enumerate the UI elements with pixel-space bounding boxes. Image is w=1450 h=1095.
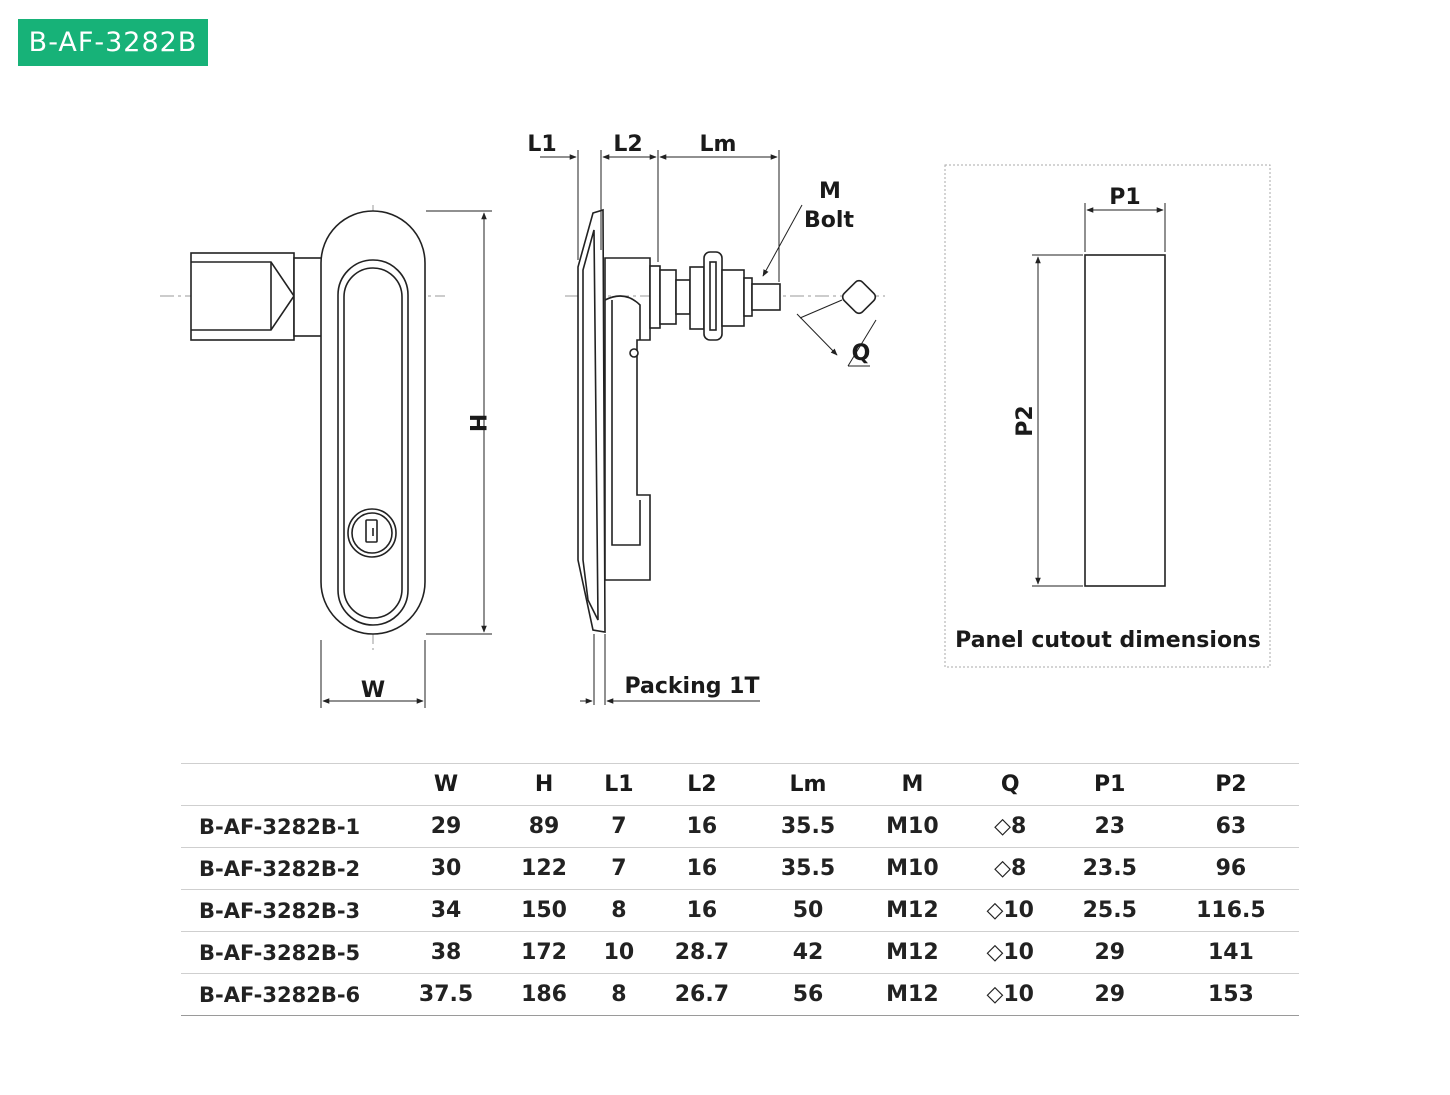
spec-table (181, 763, 1299, 1016)
p1-label: P1 (1109, 185, 1141, 210)
model-cell: B-AF-3282B-5 (181, 932, 393, 974)
model-cell: B-AF-3282B-1 (181, 806, 393, 848)
table-cell: 35.5 (755, 806, 861, 848)
l1-label: L1 (527, 132, 557, 157)
table-header-cell: L1 (589, 764, 649, 806)
table-cell: 25.5 (1057, 890, 1163, 932)
table-cell: 30 (393, 848, 499, 890)
table-header-cell: Q (964, 764, 1057, 806)
table-cell: 26.7 (649, 974, 755, 1016)
table-header-cell: Lm (755, 764, 861, 806)
table-header-cell: H (499, 764, 589, 806)
table-cell: 16 (649, 848, 755, 890)
table-cell: 116.5 (1163, 890, 1299, 932)
table-row (181, 890, 1299, 932)
l2-label: L2 (613, 132, 643, 157)
table-cell: 16 (649, 806, 755, 848)
table-cell: ◇8 (964, 806, 1057, 848)
table-cell: 29 (1057, 974, 1163, 1016)
table-cell: M10 (861, 848, 964, 890)
side-view (565, 210, 885, 632)
table-header-row (181, 764, 1299, 806)
model-cell: B-AF-3282B-3 (181, 890, 393, 932)
table-row (181, 848, 1299, 890)
panel-cutout (945, 165, 1270, 667)
table-cell: 42 (755, 932, 861, 974)
table-cell: 37.5 (393, 974, 499, 1016)
table-header-cell: P2 (1163, 764, 1299, 806)
table-cell: 8 (589, 974, 649, 1016)
m-label: M (819, 179, 841, 204)
table-cell: 28.7 (649, 932, 755, 974)
table-cell: 29 (393, 806, 499, 848)
table-cell: 172 (499, 932, 589, 974)
model-badge: B-AF-3282B (18, 19, 208, 66)
table-row (181, 806, 1299, 848)
table-cell: M10 (861, 806, 964, 848)
table-cell: M12 (861, 932, 964, 974)
table-cell: 23 (1057, 806, 1163, 848)
table-cell: 141 (1163, 932, 1299, 974)
q-square-end (841, 279, 878, 316)
table-cell: 29 (1057, 932, 1163, 974)
table-cell: M12 (861, 974, 964, 1016)
panel-cutout-caption: Panel cutout dimensions (955, 628, 1261, 653)
lm-label: Lm (699, 132, 737, 157)
table-cell: 186 (499, 974, 589, 1016)
model-cell: B-AF-3282B-6 (181, 974, 393, 1016)
length-dimensions (540, 150, 779, 282)
table-cell: 34 (393, 890, 499, 932)
front-view (160, 205, 445, 650)
table-cell: 63 (1163, 806, 1299, 848)
table-cell: ◇10 (964, 974, 1057, 1016)
table-cell: 23.5 (1057, 848, 1163, 890)
table-header-cell: M (861, 764, 964, 806)
packing-label: Packing 1T (624, 674, 760, 699)
table-cell: 50 (755, 890, 861, 932)
table-cell: 16 (649, 890, 755, 932)
table-cell: 10 (589, 932, 649, 974)
table-cell: 35.5 (755, 848, 861, 890)
table-header-cell: P1 (1057, 764, 1163, 806)
table-header-cell: W (393, 764, 499, 806)
table-row (181, 974, 1299, 1016)
bolt-label: Bolt (804, 208, 854, 233)
table-header-cell (181, 764, 393, 806)
w-label: W (360, 678, 386, 703)
q-label: Q (851, 341, 871, 366)
table-cell: 150 (499, 890, 589, 932)
table-cell: 8 (589, 890, 649, 932)
table-cell: ◇10 (964, 890, 1057, 932)
table-cell: ◇10 (964, 932, 1057, 974)
table-cell: 153 (1163, 974, 1299, 1016)
table-cell: 7 (589, 806, 649, 848)
table-header-cell: L2 (649, 764, 755, 806)
p2-label: P2 (1013, 405, 1038, 437)
table-cell: ◇8 (964, 848, 1057, 890)
table-cell: 38 (393, 932, 499, 974)
table-row (181, 932, 1299, 974)
table-cell: 122 (499, 848, 589, 890)
h-label: H (464, 413, 489, 433)
table-cell: 7 (589, 848, 649, 890)
table-cell: 56 (755, 974, 861, 1016)
table-cell: 89 (499, 806, 589, 848)
table-cell: M12 (861, 890, 964, 932)
table-cell: 96 (1163, 848, 1299, 890)
model-cell: B-AF-3282B-2 (181, 848, 393, 890)
